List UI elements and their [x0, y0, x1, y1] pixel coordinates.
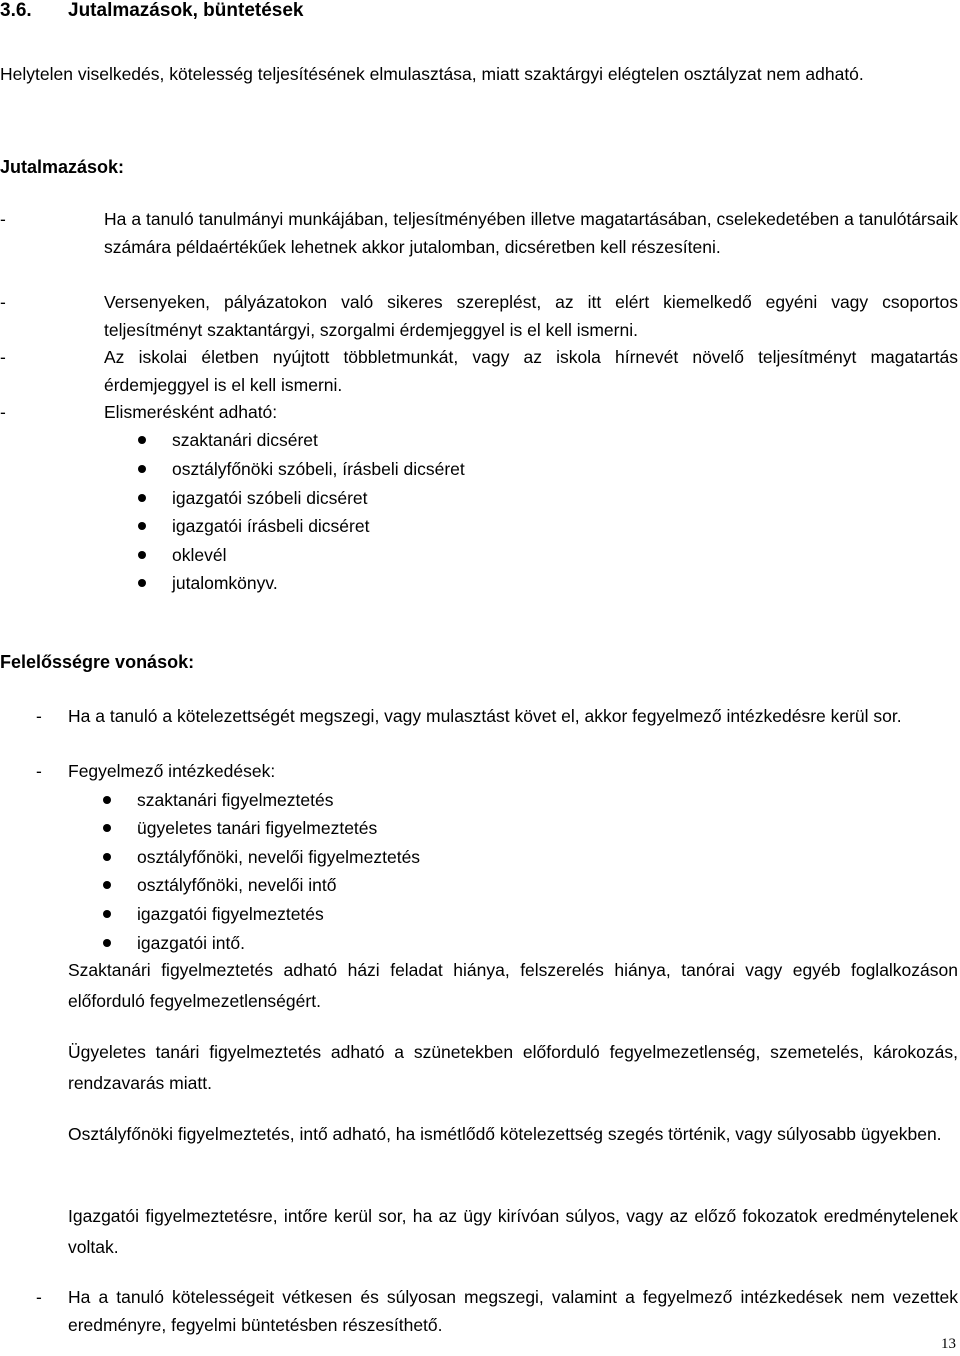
reward-bullet: osztályfőnöki szóbeli, írásbeli dicséret [172, 455, 465, 483]
bullet-icon [138, 436, 146, 444]
page-number: 13 [941, 1336, 956, 1352]
bullet-icon [103, 796, 111, 804]
responsibility-item: - Ha a tanuló a kötelezettségét megszegi, vagy mulasztást követ el, akkor fegyelmező intézkedésre kerül sor. [36, 706, 902, 726]
responsibility-item: - Fegyelmező intézkedések: [36, 761, 276, 781]
measure-paragraph: Ügyeletes tanári figyelmeztetés adható a szünetekben előforduló fegyelmezetlenség, szemetelés, károkozás, rendzavarás miatt. [68, 1042, 958, 1093]
section-number: 3.6. [0, 0, 32, 21]
bullet-icon [103, 824, 111, 832]
bullet-icon [103, 881, 111, 889]
measure-paragraph: Igazgatói figyelmeztetésre, intőre kerül sor, ha az ügy kirívóan súlyos, vagy az előző fokozatok eredménytelenek voltak. [68, 1206, 958, 1257]
reward-bullet: igazgatói szóbeli dicséret [172, 484, 368, 512]
reward-bullet: jutalomkönyv. [172, 569, 278, 597]
responsibility-heading: Felelősségre vonások: [0, 652, 195, 672]
reward-item: - Az iskolai életben nyújtott többletmunkát, vagy az iskola hírnevét növelő teljesítményt magatartás érdemjeggyel is el kell ismerni. [0, 347, 958, 395]
measure-bullet: szaktanári figyelmeztetés [137, 786, 333, 814]
reward-item: - Elismerésként adható: [0, 402, 278, 422]
bullet-icon [138, 579, 146, 587]
measure-bullet: igazgatói intő. [137, 929, 245, 957]
section-title: Jutalmazások, büntetések [68, 0, 304, 21]
reward-bullet: igazgatói írásbeli dicséret [172, 512, 369, 540]
reward-item: - Versenyeken, pályázatokon való sikeres szereplést, az itt elért kiemelkedő egyéni vagy csoportos teljesítményt szaktantárgyi, szorgalmi érdemjeggyel is el kell ismerni. [0, 292, 958, 340]
measure-bullet: osztályfőnöki, nevelői intő [137, 871, 336, 899]
rewards-heading: Jutalmazások: [0, 157, 125, 177]
bullet-icon [138, 551, 146, 559]
measure-bullet: igazgatói figyelmeztetés [137, 900, 324, 928]
responsibility-final-item: - Ha a tanuló kötelességeit vétkesen és súlyosan megszegi, valamint a fegyelmező intézkedések nem vezettek eredményre, fegyelmi büntetésben részesíthető. [36, 1287, 958, 1335]
intro-paragraph: Helytelen viselkedés, kötelesség teljesítésének elmulasztása, miatt szaktárgyi elégtelen osztályzat nem adható. [0, 64, 864, 84]
bullet-icon [138, 465, 146, 473]
reward-item: - Ha a tanuló tanulmányi munkájában, teljesítményében illetve magatartásában, cselekedetében a tanulótársaik számára példaértékűek lehetnek akkor jutalomban, dicséretben kell részesíteni. [0, 209, 958, 257]
bullet-icon [138, 522, 146, 530]
measure-bullet: osztályfőnöki, nevelői figyelmeztetés [137, 843, 420, 871]
reward-bullet: oklevél [172, 541, 226, 569]
bullet-icon [103, 939, 111, 947]
measure-bullet: ügyeletes tanári figyelmeztetés [137, 814, 377, 842]
section-heading [0, 0, 304, 22]
bullet-icon [103, 853, 111, 861]
bullet-icon [103, 910, 111, 918]
measure-paragraph: Osztályfőnöki figyelmeztetés, intő adható, ha ismétlődő kötelezettség szegés történik, vagy súlyosabb ügyekben. [68, 1124, 942, 1144]
bullet-icon [138, 494, 146, 502]
measure-paragraph: Szaktanári figyelmeztetés adható házi feladat hiánya, felszerelés hiánya, tanórai vagy egyéb foglalkozáson előforduló fegyelmezetlenségért. [68, 960, 958, 1011]
reward-bullet: szaktanári dicséret [172, 426, 318, 454]
